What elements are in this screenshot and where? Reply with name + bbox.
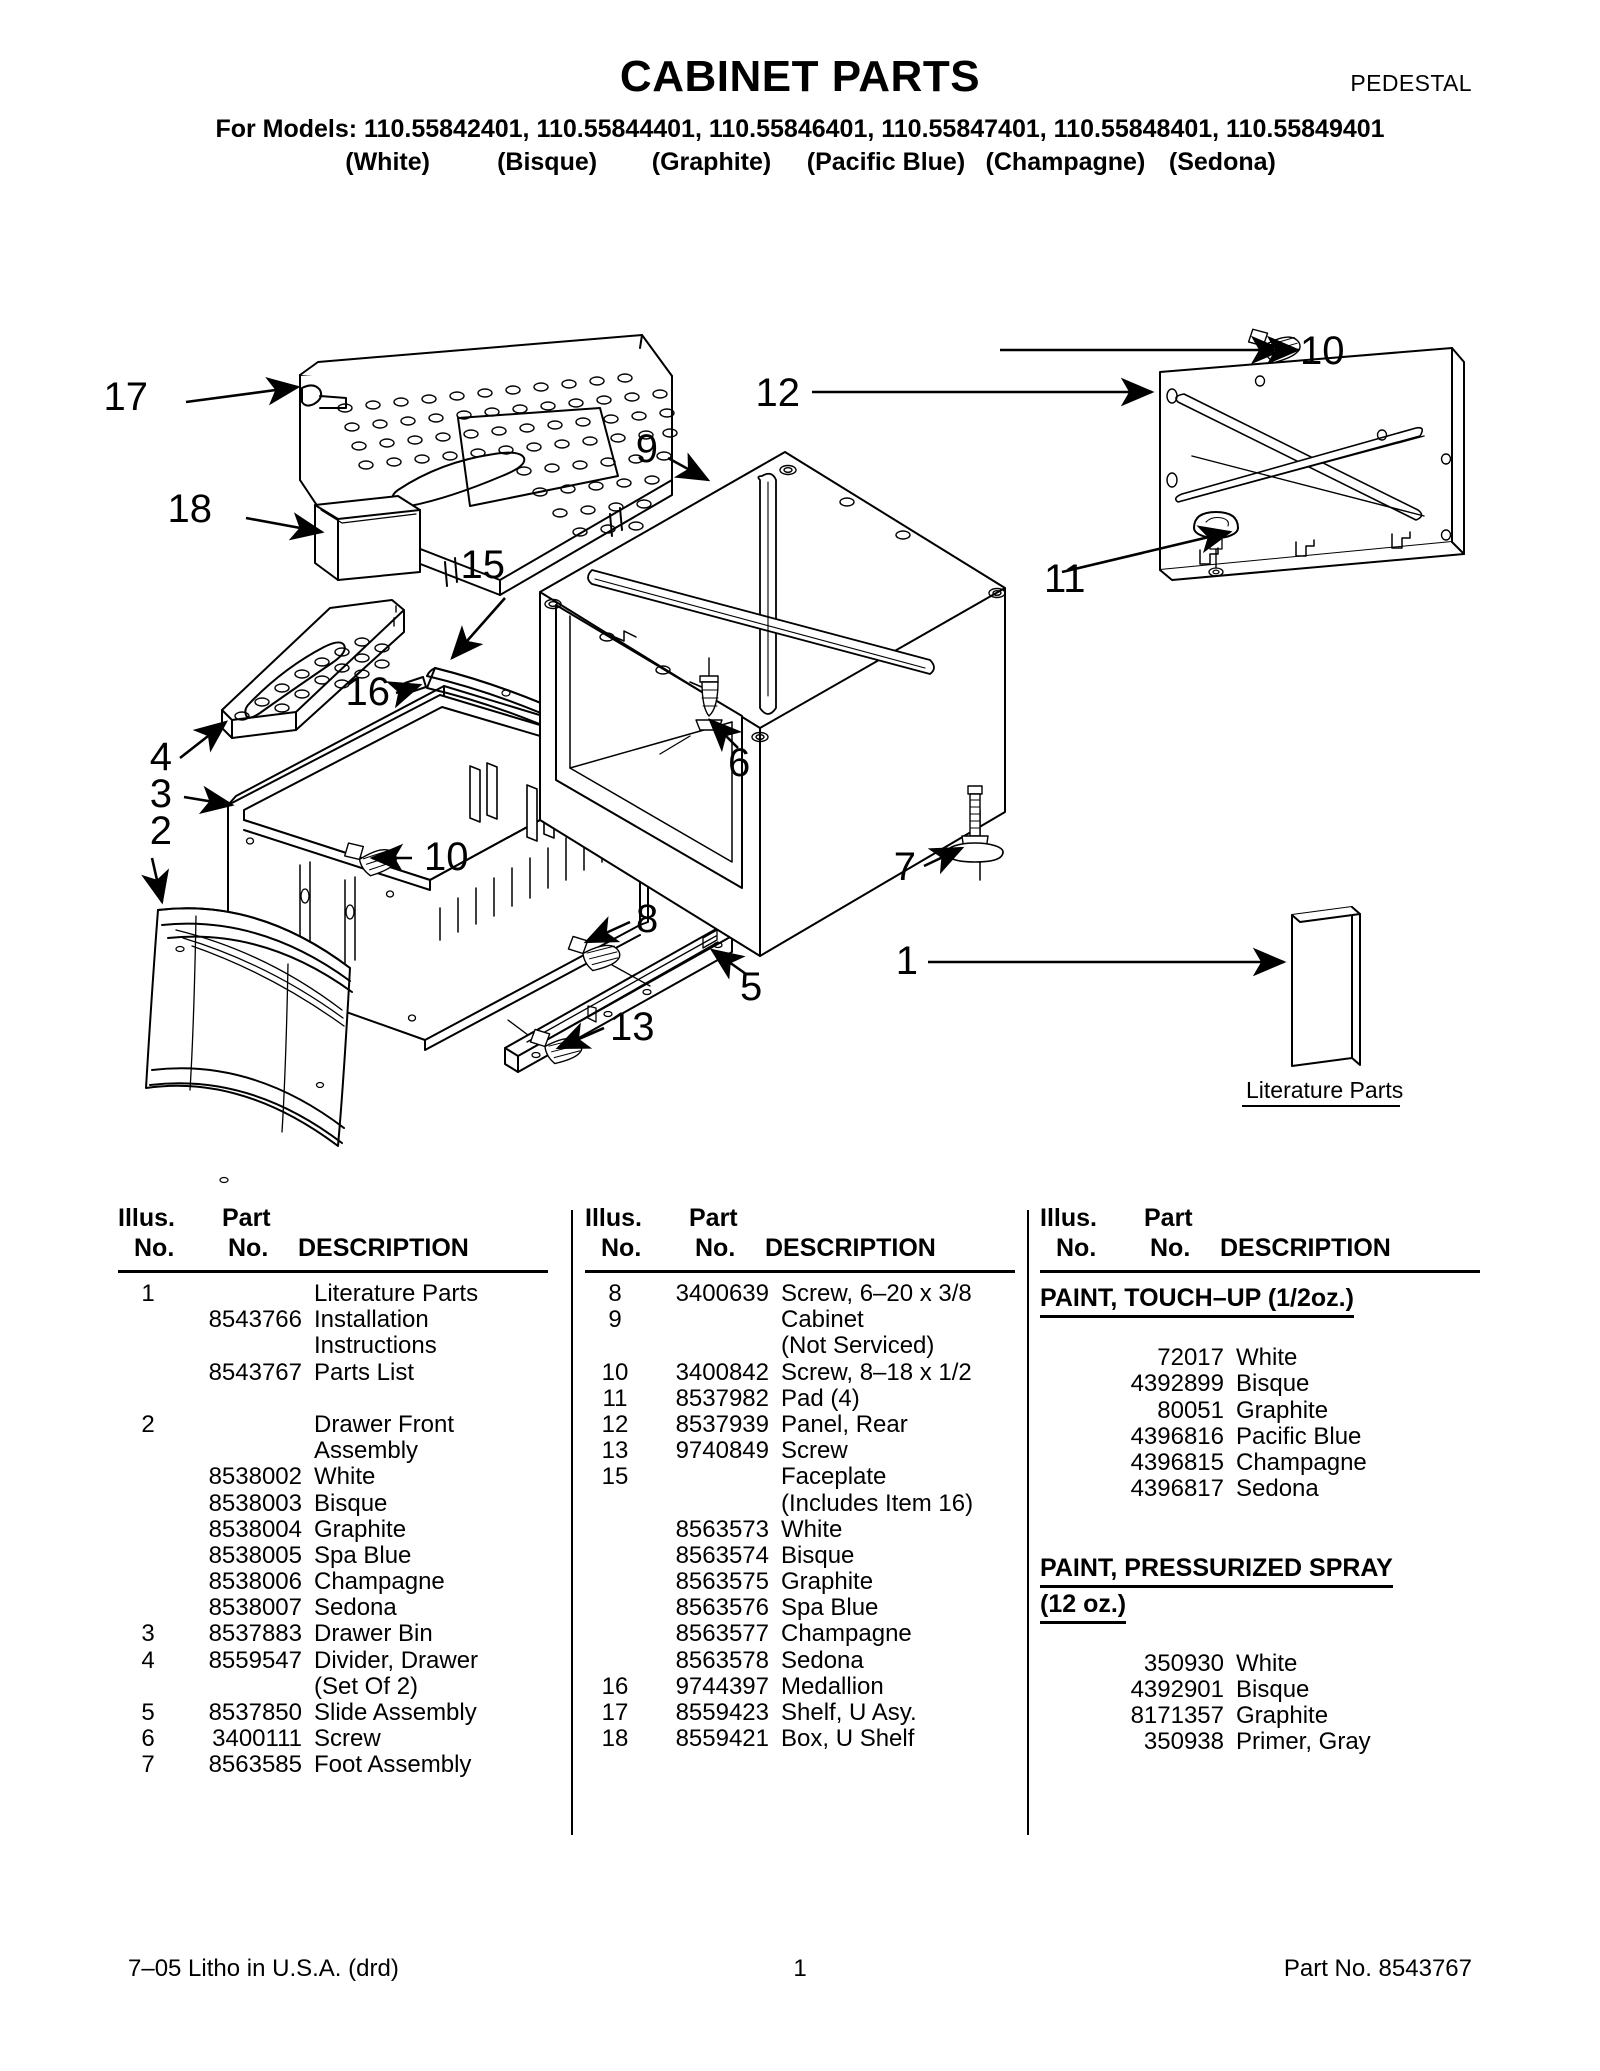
cell-part-no: 8538003 xyxy=(208,1489,302,1517)
cell-description: Panel, Rear xyxy=(781,1410,908,1438)
cell-illus: 3 xyxy=(141,1620,155,1648)
leader-3 xyxy=(184,797,232,805)
cell-part-no: 8559547 xyxy=(208,1646,302,1674)
cell-part-no: 8563573 xyxy=(675,1515,769,1543)
parts-column-2 xyxy=(585,1200,1015,1890)
table-row xyxy=(585,1673,1015,1699)
header-rule-3 xyxy=(1040,1270,1480,1273)
cell-description: White xyxy=(781,1515,843,1543)
callout-13: 13 xyxy=(610,1005,655,1049)
column-1-header xyxy=(118,1200,548,1274)
leader-15 xyxy=(452,598,505,658)
cell-illus: 18 xyxy=(601,1725,629,1753)
part-12-panel-rear xyxy=(1160,348,1464,580)
part-1-literature-parts xyxy=(1292,907,1360,1066)
header-illus-3: Illus. xyxy=(1040,1204,1097,1232)
cell-part-no: 8559421 xyxy=(675,1725,769,1753)
cell-part-no: 8538004 xyxy=(208,1515,302,1543)
cell-description: Screw xyxy=(781,1437,848,1465)
table-row-spacer xyxy=(1040,1318,1480,1344)
callout-12: 12 xyxy=(755,371,800,415)
cell-description: Graphite xyxy=(781,1568,874,1596)
cell-part-no: 8537883 xyxy=(208,1620,302,1648)
callout-3: 3 xyxy=(149,772,172,816)
color-champagne: (Champagne) xyxy=(985,148,1146,176)
page-header xyxy=(0,0,1600,190)
header-description-1: DESCRIPTION xyxy=(298,1234,469,1262)
cell-part-no: 9740849 xyxy=(675,1437,769,1465)
table-row xyxy=(585,1385,1015,1411)
cell-illus: 11 xyxy=(602,1384,628,1412)
table-row xyxy=(1040,1650,1480,1676)
cell-description: Instructions xyxy=(314,1332,437,1360)
parts-table xyxy=(0,1200,1600,1890)
cell-description: Champagne xyxy=(1236,1448,1367,1476)
callout-5: 5 xyxy=(740,965,763,1009)
table-row xyxy=(118,1280,548,1306)
footer-part-number: Part No. 8543767 xyxy=(1283,1955,1472,1982)
table-row xyxy=(118,1699,548,1725)
cell-description: Pacific Blue xyxy=(1236,1422,1362,1450)
cell-description: Bisque xyxy=(1236,1676,1310,1704)
part-16-medallion xyxy=(405,677,426,693)
table-row-spacer xyxy=(1040,1528,1480,1554)
cell-part-no: 8563577 xyxy=(675,1620,769,1648)
part-4-drawer-divider xyxy=(222,600,404,738)
table-row xyxy=(585,1306,1015,1332)
header-illus-no-2: No. xyxy=(601,1234,642,1262)
cell-illus: 12 xyxy=(601,1410,629,1438)
table-row xyxy=(1040,1344,1480,1370)
leader-18 xyxy=(246,518,322,532)
callout-8: 8 xyxy=(636,897,659,941)
cell-part-no: 8538005 xyxy=(208,1541,302,1569)
cell-description: White xyxy=(1236,1344,1298,1372)
parts-column-3 xyxy=(1040,1200,1480,1890)
cell-description: Bisque xyxy=(314,1489,388,1517)
cell-description: Parts List xyxy=(314,1358,415,1386)
table-row xyxy=(118,1332,548,1358)
color-graphite: (Graphite) xyxy=(651,148,772,176)
header-description-2: DESCRIPTION xyxy=(765,1234,936,1262)
cell-illus: 5 xyxy=(141,1699,155,1726)
table-row xyxy=(1040,1449,1480,1475)
colors-line xyxy=(0,148,1600,177)
cell-part-no: 3400639 xyxy=(675,1280,769,1307)
cell-description: Installation xyxy=(314,1306,429,1334)
header-illus-no-1: No. xyxy=(134,1234,175,1262)
table-row xyxy=(1040,1676,1480,1702)
table-row xyxy=(118,1751,548,1777)
literature-parts-caption: Literature Parts xyxy=(1246,1077,1404,1103)
cell-part-no: 8563578 xyxy=(675,1646,769,1674)
callout-10-rear: 10 xyxy=(1300,329,1345,373)
cell-description: Medallion xyxy=(781,1672,884,1700)
cell-illus: 16 xyxy=(601,1672,629,1700)
callout-1: 1 xyxy=(895,939,918,983)
part-10-screw-top xyxy=(1247,323,1302,366)
cell-part-no: 8537982 xyxy=(675,1384,769,1412)
header-part-1: Part xyxy=(222,1204,271,1232)
footer-page-number: 1 xyxy=(793,1955,807,1982)
table-row xyxy=(118,1594,548,1620)
cell-illus: 6 xyxy=(141,1725,155,1753)
cell-illus: 4 xyxy=(141,1646,155,1674)
table-row xyxy=(118,1673,548,1699)
table-row xyxy=(585,1620,1015,1646)
cell-part-no: 8538002 xyxy=(208,1463,302,1491)
section-title-paint-spray-size: (12 oz.) xyxy=(1040,1590,1126,1624)
header-illus-no-3: No. xyxy=(1056,1234,1097,1262)
column-2-header xyxy=(585,1200,1015,1274)
header-part-no-3: No. xyxy=(1150,1234,1191,1262)
table-row xyxy=(585,1516,1015,1542)
cell-description: Shelf, U Asy. xyxy=(781,1699,917,1726)
section-heading-paint-spray xyxy=(1040,1554,1480,1588)
callout-18: 18 xyxy=(167,487,212,531)
column-divider-2 xyxy=(1027,1210,1029,1835)
cell-description: Primer, Gray xyxy=(1236,1728,1371,1756)
cell-part-no: 8538007 xyxy=(208,1594,302,1622)
part-2-drawer-front-assembly xyxy=(146,908,352,1182)
cell-description: Sedona xyxy=(1236,1475,1319,1503)
cell-part-no: 4396816 xyxy=(1130,1422,1224,1450)
callout-10-bin: 10 xyxy=(424,835,469,879)
cell-description: White xyxy=(1236,1649,1298,1677)
table-row xyxy=(118,1725,548,1751)
cell-description: Slide Assembly xyxy=(314,1699,477,1726)
cell-part-no: 3400111 xyxy=(212,1725,302,1753)
column-2-rows xyxy=(585,1280,1015,1751)
table-row xyxy=(1040,1702,1480,1728)
table-row xyxy=(585,1463,1015,1489)
cell-description: Divider, Drawer xyxy=(314,1646,479,1674)
table-row xyxy=(118,1542,548,1568)
header-rule-1 xyxy=(118,1270,548,1273)
cell-description: Graphite xyxy=(1236,1702,1329,1730)
cell-illus: 17 xyxy=(601,1699,629,1726)
table-row xyxy=(118,1568,548,1594)
cell-description: Faceplate xyxy=(781,1463,887,1491)
section-title-paint-spray: PAINT, PRESSURIZED SPRAY xyxy=(1040,1554,1393,1588)
table-row xyxy=(585,1647,1015,1673)
table-row xyxy=(118,1620,548,1646)
cell-illus: 2 xyxy=(141,1410,155,1438)
cell-part-no: 8563574 xyxy=(675,1541,769,1569)
table-row-spacer xyxy=(118,1385,548,1411)
footer-litho-info: 7–05 Litho in U.S.A. (drd) xyxy=(128,1955,399,1982)
table-row xyxy=(1040,1397,1480,1423)
cell-description: Spa Blue xyxy=(314,1541,412,1569)
table-row xyxy=(585,1411,1015,1437)
cell-description: Screw, 8–18 x 1/2 xyxy=(781,1358,972,1386)
section-heading-paint-spray-size xyxy=(1040,1590,1480,1624)
callout-6: 6 xyxy=(728,741,751,785)
leader-4 xyxy=(180,722,226,758)
cell-illus: 9 xyxy=(608,1306,622,1334)
cell-part-no: 350930 xyxy=(1143,1649,1224,1677)
cell-description: Assembly xyxy=(314,1437,419,1465)
cell-part-no: 8563575 xyxy=(675,1568,769,1596)
cell-description: Drawer Front xyxy=(314,1410,455,1438)
part-18-box-u-shelf xyxy=(315,496,420,580)
cell-description: Drawer Bin xyxy=(314,1620,433,1648)
cell-description: Literature Parts xyxy=(314,1280,479,1307)
cell-description: White xyxy=(314,1463,376,1491)
table-row xyxy=(585,1542,1015,1568)
table-row xyxy=(118,1463,548,1489)
callout-16: 16 xyxy=(345,670,390,714)
table-row xyxy=(585,1359,1015,1385)
callout-11: 11 xyxy=(1044,557,1086,601)
cell-illus: 13 xyxy=(601,1437,629,1465)
color-pacific-blue: (Pacific Blue) xyxy=(806,148,966,176)
table-row xyxy=(585,1332,1015,1358)
cell-description: Pad (4) xyxy=(781,1384,860,1412)
cell-part-no: 80051 xyxy=(1157,1396,1224,1424)
header-part-2: Part xyxy=(689,1204,738,1232)
section-heading-paint-touchup xyxy=(1040,1284,1480,1318)
cell-description: (Set Of 2) xyxy=(314,1672,419,1700)
cell-part-no: 8538006 xyxy=(208,1568,302,1596)
callout-7: 7 xyxy=(893,845,916,889)
color-bisque: (Bisque) xyxy=(497,148,598,176)
models-line: For Models: 110.55842401, 110.55844401, 110.55846401, 110.55847401, 110.55848401, 110.55849401 xyxy=(215,115,1385,143)
exploded-parts-diagram xyxy=(0,180,1600,1200)
cell-part-no: 8543766 xyxy=(208,1306,302,1334)
cell-part-no: 4392901 xyxy=(1130,1676,1224,1704)
callout-15: 15 xyxy=(460,543,505,587)
cell-description: Champagne xyxy=(781,1620,912,1648)
table-row xyxy=(585,1594,1015,1620)
table-row xyxy=(118,1516,548,1542)
cell-description: (Not Serviced) xyxy=(781,1332,935,1360)
table-row xyxy=(118,1490,548,1516)
table-row-spacer xyxy=(1040,1501,1480,1527)
section-title-paint-touchup: PAINT, TOUCH–UP (1/2oz.) xyxy=(1040,1284,1354,1318)
table-row xyxy=(585,1490,1015,1516)
table-row xyxy=(118,1411,548,1437)
cell-illus: 15 xyxy=(601,1463,629,1491)
table-row xyxy=(1040,1475,1480,1501)
cell-part-no: 9744397 xyxy=(675,1672,769,1700)
table-row xyxy=(585,1725,1015,1751)
cell-part-no: 350938 xyxy=(1143,1728,1224,1756)
column-3-header xyxy=(1040,1200,1480,1274)
cell-description: Sedona xyxy=(781,1646,864,1674)
section-label-pedestal: PEDESTAL xyxy=(1350,70,1472,96)
cell-illus: 8 xyxy=(608,1280,622,1307)
cell-description: Bisque xyxy=(1236,1370,1310,1398)
table-row xyxy=(1040,1728,1480,1754)
cell-part-no: 8563585 xyxy=(208,1751,302,1779)
cell-illus: 1 xyxy=(141,1280,155,1307)
leader-17 xyxy=(186,387,298,402)
table-row xyxy=(118,1647,548,1673)
table-row xyxy=(585,1568,1015,1594)
page-title: CABINET PARTS xyxy=(619,52,981,101)
color-sedona: (Sedona) xyxy=(1168,148,1276,176)
header-part-no-1: No. xyxy=(228,1234,269,1262)
cell-description: Screw, 6–20 x 3/8 xyxy=(781,1280,972,1307)
table-row xyxy=(585,1699,1015,1725)
header-part-no-2: No. xyxy=(695,1234,736,1262)
table-row-spacer xyxy=(1040,1624,1480,1650)
header-rule-2 xyxy=(585,1270,1015,1273)
callout-2: 2 xyxy=(149,809,172,853)
parts-column-1 xyxy=(118,1200,548,1890)
cell-description: (Includes Item 16) xyxy=(781,1489,974,1517)
cell-part-no: 8563576 xyxy=(675,1594,769,1622)
cell-description: Graphite xyxy=(1236,1396,1329,1424)
cell-part-no: 72017 xyxy=(1157,1344,1224,1372)
cell-part-no: 4396815 xyxy=(1130,1448,1224,1476)
table-row xyxy=(1040,1370,1480,1396)
cell-part-no: 8537939 xyxy=(675,1410,769,1438)
header-illus-2: Illus. xyxy=(585,1204,642,1232)
table-row xyxy=(118,1306,548,1332)
cell-description: Sedona xyxy=(314,1594,397,1622)
cell-description: Cabinet xyxy=(781,1306,864,1334)
table-row xyxy=(585,1437,1015,1463)
table-row xyxy=(118,1437,548,1463)
column-3-rows xyxy=(1040,1280,1480,1755)
cell-illus: 10 xyxy=(601,1358,629,1386)
cell-part-no: 8171357 xyxy=(1130,1702,1224,1730)
column-divider-1 xyxy=(571,1210,573,1835)
leader-2 xyxy=(152,858,162,902)
cell-description: Foot Assembly xyxy=(314,1751,472,1779)
callout-9: 9 xyxy=(635,427,658,471)
cell-description: Bisque xyxy=(781,1541,855,1569)
cell-description: Box, U Shelf xyxy=(781,1725,915,1753)
cell-illus: 7 xyxy=(141,1751,155,1779)
callout-4: 4 xyxy=(149,735,172,779)
table-row xyxy=(118,1359,548,1385)
leader-9 xyxy=(668,458,708,480)
cell-part-no: 8559423 xyxy=(675,1699,769,1726)
column-1-rows xyxy=(118,1280,548,1778)
color-white: (White) xyxy=(345,148,430,176)
callout-17: 17 xyxy=(103,375,148,419)
cell-part-no: 4392899 xyxy=(1130,1370,1224,1398)
table-row xyxy=(1040,1423,1480,1449)
cell-description: Screw xyxy=(314,1725,381,1753)
cell-description: Spa Blue xyxy=(781,1594,879,1622)
cell-description: Champagne xyxy=(314,1568,445,1596)
header-description-3: DESCRIPTION xyxy=(1220,1234,1391,1262)
cell-part-no: 8537850 xyxy=(208,1699,302,1726)
cell-description: Graphite xyxy=(314,1515,407,1543)
header-illus-1: Illus. xyxy=(118,1204,175,1232)
cell-part-no: 8543767 xyxy=(208,1358,302,1386)
table-row xyxy=(585,1280,1015,1306)
cell-part-no: 4396817 xyxy=(1130,1475,1224,1503)
cell-part-no: 3400842 xyxy=(675,1358,769,1386)
header-part-3: Part xyxy=(1144,1204,1193,1232)
